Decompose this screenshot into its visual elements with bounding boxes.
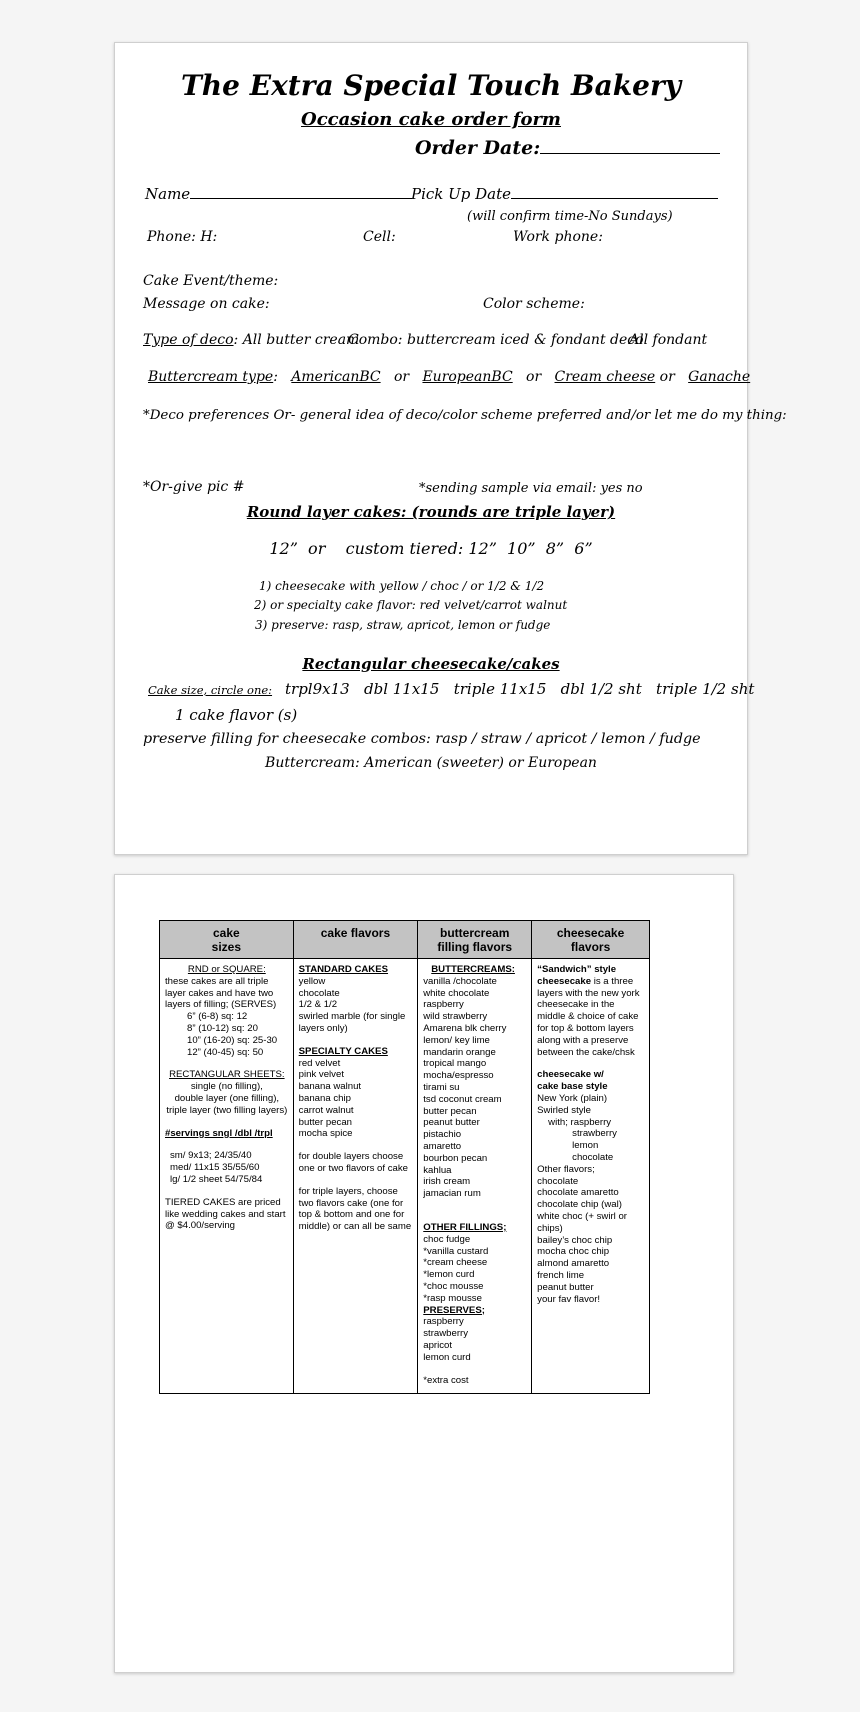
buttercreams-heading: BUTTERCREAMS: [431,964,515,975]
table-body-row [160,959,650,1394]
with-label: with; raspberry [548,1116,612,1128]
rnd-size-list: 6” (6-8) sq: 12 8” (10-12) sq: 20 10” (16-20) sq: 25-30 12” (40-45) sq: 50 [187,1011,278,1058]
pickup-note: (will confirm time-No Sundays) [467,209,673,224]
header-buttercream-fillings: buttercream filling flavors [418,921,532,959]
name-field[interactable] [145,185,412,203]
form-subtitle: Occasion cake order form [301,109,561,130]
bc-or-3: or [659,369,675,385]
round-cakes-heading: Round layer cakes: (rounds are triple layer) [246,503,616,521]
specialty-cakes-heading: SPECIALTY CAKES [298,1045,388,1057]
sandwich-style [537,964,645,1058]
deco-type-row [143,332,359,348]
buttercream-choice-line[interactable]: Buttercream: American (sweeter) or European [265,755,597,771]
flavors-table [159,920,650,1394]
bc-or-2: or [526,369,542,385]
rnd-description: these cakes are all triple layer cakes and have two layers of filling; (SERVES) [165,975,277,1011]
triple-layer-note: for triple layers, choose two flavors cake (one for top & bottom and one for middle) or can all be same [298,1185,412,1233]
servings-list: sm/ 9x13; 24/35/40 med/ 11x15 35/55/60 lg/ 1/2 sheet 54/75/84 [170,1150,263,1185]
buttercreams-list: vanilla /chocolate white chocolate raspberry wild strawberry Amarena blk cherry lemon/ key lime mandarin orange tropical mango mocha/espresso tirami su tsd coconut cream butter pecan peanut butter pistachio amaretto bourbon pecan kahlua irish cream jamacian rum [423,975,507,1200]
cake-size-options[interactable]: trpl9x13 dbl 11x15 triple 11x15 dbl 1/2 sht triple 1/2 sht [285,680,755,698]
extra-cost-note: *extra cost [423,1374,469,1386]
order-date-label: Order Date: [415,137,541,159]
header-cake-sizes: cake sizes [160,921,294,959]
rect-sheets-heading: RECTANGULAR SHEETS: [169,1069,285,1081]
pic-number-label: *Or-give pic # [143,479,245,495]
standard-cakes-heading: STANDARD CAKES [298,964,389,975]
cake-flavors-cell [293,959,418,1394]
round-option-3[interactable]: 3) preserve: rasp, straw, apricot, lemon or fudge [255,618,551,632]
one-cake-flavor: 1 cake flavor (s) [175,706,298,724]
bc-option-ganache[interactable]: Ganache [688,369,751,385]
deco-option-combo[interactable]: Combo: buttercream iced & fondant deco [348,332,644,348]
cell-label: Cell: [363,229,396,245]
bc-option-cream-cheese[interactable]: Cream cheese [554,369,656,385]
bc-option-american[interactable]: AmericanBC [291,369,381,385]
header-cheesecake-flavors: cheesecake flavors [532,921,650,959]
sandwich-style-desc: is a three layers with the new york cheesecake in the middle & choice of cake for top & bottom layers along with a preserve between the cake/chsk [537,975,640,1058]
deco-option-butter[interactable]: : All butter cream [233,332,360,348]
table-header-row [160,921,650,959]
rect-sheets-list: single (no filling), double layer (one filling), triple layer (two filling layers) [166,1081,288,1116]
preserve-filling-line[interactable]: preserve filling for cheesecake combos: rasp / straw / apricot / lemon / fudge [143,731,701,747]
order-date-field[interactable] [415,137,720,159]
pickup-date-line [511,198,718,199]
other-fillings-heading: OTHER FILLINGS; [423,1221,507,1233]
servings-heading: #servings sngl /dbl /trpl [165,1127,273,1139]
round-option-2[interactable]: 2) or specialty cake flavor: red velvet/carrot walnut [254,598,568,612]
preserves-heading: PRESERVES; [423,1304,485,1316]
double-layer-note: for double layers choose one or two flavors of cake [298,1151,408,1174]
cake-base-list: New York (plain) Swirled style [537,1092,608,1116]
pickup-date-label: Pick Up Date [411,185,512,203]
other-fillings-list: choc fudge *vanilla custard *cream cheese *lemon curd *choc mousse *rasp mousse [423,1233,489,1304]
bc-or-1: or [393,369,410,385]
tiered-cakes-note: TIERED CAKES are priced like wedding cakes and start @ $4.00/serving [165,1196,286,1232]
sandwich-style-title: “Sandwich” style cheesecake [537,964,617,987]
preserves-list: raspberry strawberry apricot lemon curd [423,1316,471,1363]
round-sizes[interactable]: 12” or custom tiered: 12” 10” 8” 6” [269,539,593,558]
header-cake-flavors: cake flavors [293,921,418,959]
bc-option-european[interactable]: EuropeanBC [422,369,513,385]
cake-base-title: cheesecake w/ cake base style [537,1069,608,1093]
buttercream-type-row [148,369,750,385]
order-form-page [114,42,787,855]
cake-sizes-cell [160,959,294,1394]
with-list: strawberry lemon chocolate [572,1128,617,1163]
cake-event-label: Cake Event/theme: [143,273,279,289]
order-date-line [540,153,720,154]
deco-preferences-label: *Deco preferences Or- general idea of deco/color scheme preferred and/or let me do my thing: [143,408,787,423]
message-on-cake-label: Message on cake: [143,296,270,312]
rectangular-heading: Rectangular cheesecake/cakes [302,655,560,673]
deco-type-label: Type of deco [143,332,234,348]
standard-cakes-list: yellow chocolate 1/2 & 1/2 swirled marble (for single layers only) [298,975,406,1034]
deco-option-fondant[interactable]: All fondant [629,332,708,348]
name-line [190,198,412,199]
rnd-heading: RND or SQUARE: [187,964,266,975]
home-phone-label: Phone: H: [147,229,218,245]
bakery-title: The Extra Special Touch Bakery [180,69,682,102]
buttercream-type-colon: : [273,369,278,385]
work-phone-label: Work phone: [513,229,603,245]
buttercream-type-label: Buttercream type [148,369,274,385]
email-sample-label: *sending sample via email: yes no [419,481,643,496]
fillings-cell [418,959,532,1394]
round-option-1[interactable]: 1) cheesecake with yellow / choc / or 1/2 & 1/2 [259,579,545,593]
other-cheesecake-flavors: Other flavors; chocolate chocolate amaretto chocolate chip (wal) white choc (+ swirl or chips) bailey’s choc chip mocha choc chip almond amaretto french lime peanut butter your fav flavor! [537,1163,627,1305]
flavors-page [114,874,734,1673]
specialty-cakes-list: red velvet pink velvet banana walnut banana chip carrot walnut butter pecan mocha spice [298,1057,362,1140]
cake-size-label: Cake size, circle one: [148,683,273,697]
cheesecake-cell [532,959,650,1394]
name-label: Name [145,185,191,203]
color-scheme-label: Color scheme: [483,296,585,312]
pickup-date-field[interactable] [411,185,718,203]
